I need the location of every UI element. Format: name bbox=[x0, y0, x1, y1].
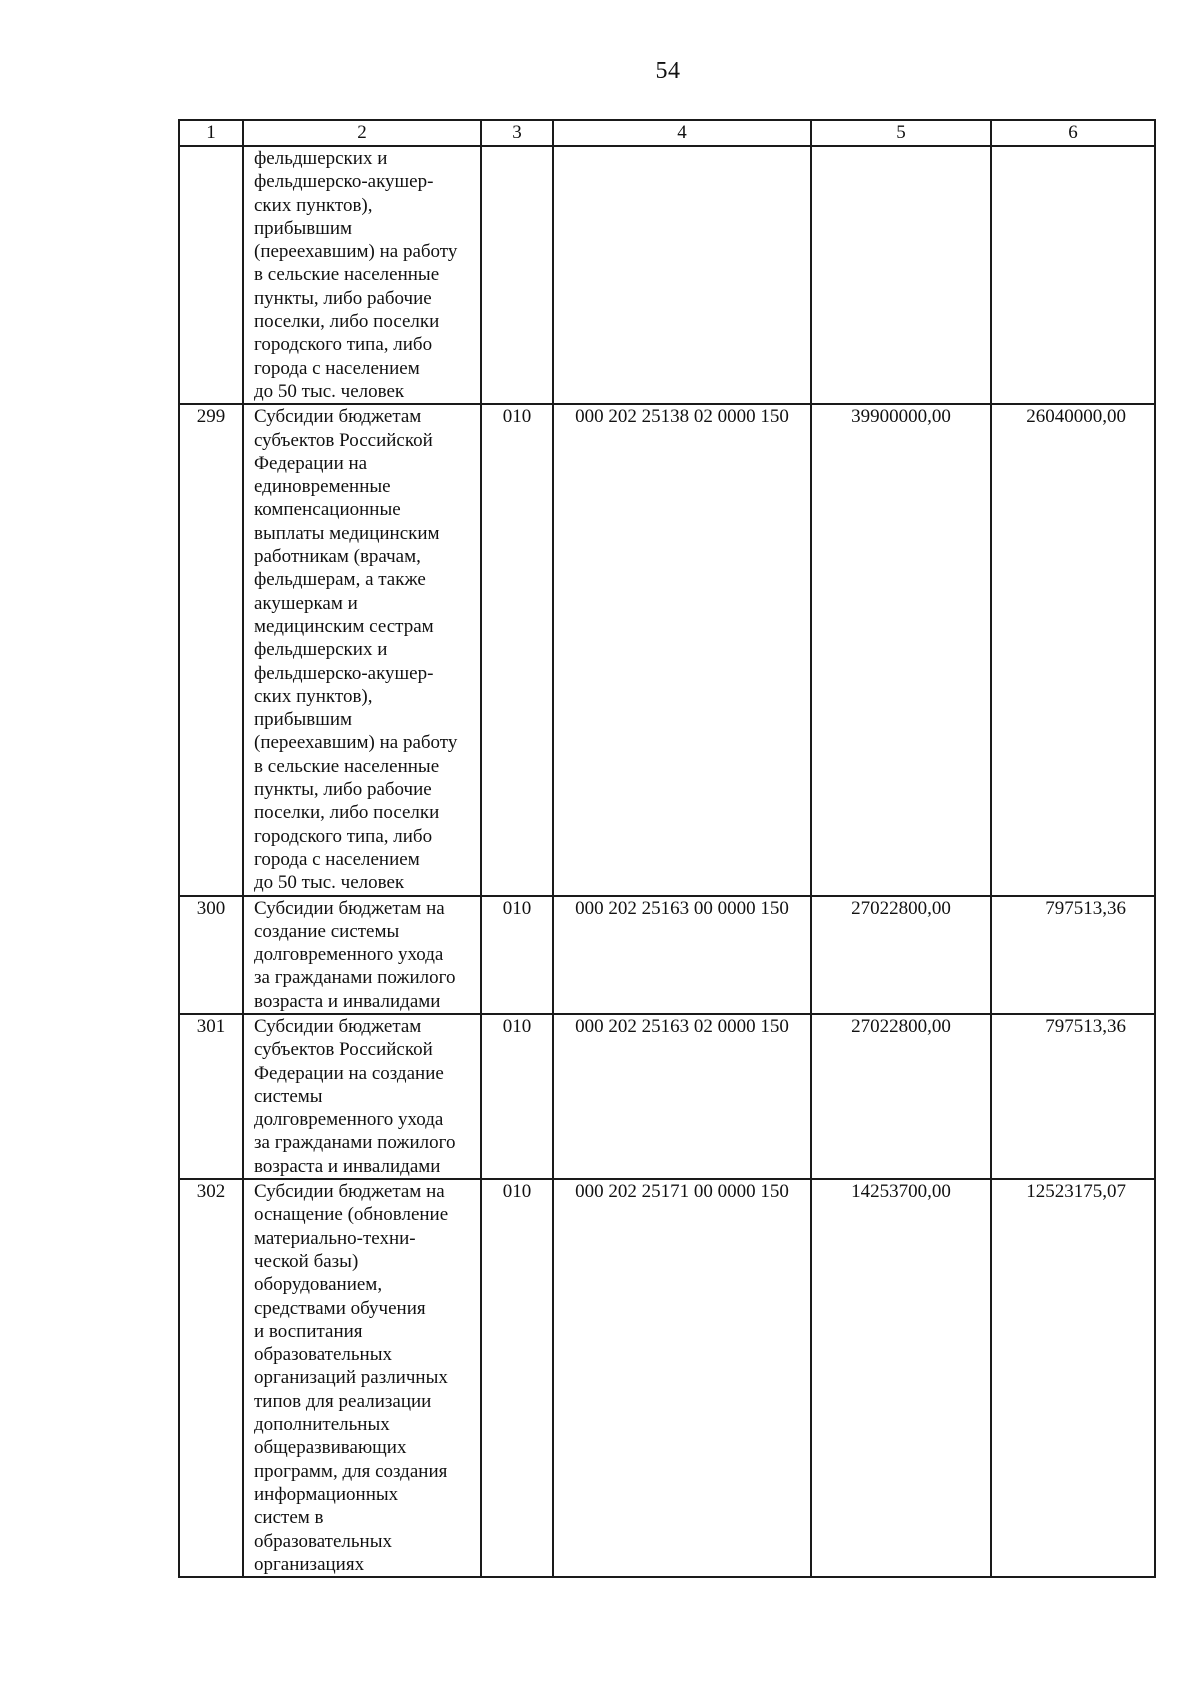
header-cell-4: 4 bbox=[553, 120, 811, 146]
row-budget-code: 000 202 25138 02 0000 150 bbox=[553, 404, 811, 895]
row-value-plan: 27022800,00 bbox=[811, 1014, 991, 1179]
row-number: 301 bbox=[179, 1014, 243, 1179]
row-name bbox=[243, 1014, 481, 1179]
row-name-line: акушеркам и bbox=[254, 592, 358, 614]
row-name-line: возраста и инвалидами bbox=[254, 1155, 441, 1177]
row-name-line: ских пунктов), bbox=[254, 685, 373, 707]
row-name-line: и воспитания bbox=[254, 1320, 363, 1342]
row-value-actual bbox=[991, 146, 1155, 404]
table-row bbox=[179, 896, 1155, 1014]
row-name-line: субъектов Российской bbox=[254, 1039, 433, 1061]
row-admin-code: 010 bbox=[481, 896, 553, 1014]
row-name-line: компенсационные bbox=[254, 499, 401, 521]
header-cell-3: 3 bbox=[481, 120, 553, 146]
row-number: 300 bbox=[179, 896, 243, 1014]
row-name-line: выплаты медицинским bbox=[254, 522, 440, 544]
row-name-line: городского типа, либо bbox=[254, 825, 433, 847]
row-admin-code: 010 bbox=[481, 1014, 553, 1179]
row-number: 302 bbox=[179, 1179, 243, 1577]
row-name-line: Федерации на создание bbox=[254, 1062, 444, 1084]
row-number bbox=[179, 146, 243, 404]
row-name-line: программ, для создания bbox=[254, 1460, 448, 1482]
budget-table bbox=[178, 119, 1156, 1578]
row-name-line: долговременного ухода bbox=[254, 1109, 444, 1131]
row-name-line: организаций различных bbox=[254, 1367, 448, 1389]
row-name-line: Субсидии бюджетам bbox=[254, 406, 422, 428]
row-name-line: пункты, либо рабочие bbox=[254, 287, 432, 309]
table-row bbox=[179, 146, 1155, 404]
header-cell-6: 6 bbox=[991, 120, 1155, 146]
row-name-line: поселки, либо поселки bbox=[254, 802, 440, 824]
row-name-line: организациях bbox=[254, 1553, 365, 1575]
row-name-line: медицинским сестрам bbox=[254, 615, 434, 637]
row-name-line: фельдшерско-акушер- bbox=[254, 171, 434, 193]
row-name-line: прибывшим bbox=[254, 217, 353, 239]
row-name-line: ских пунктов), bbox=[254, 194, 373, 216]
row-name-line: создание системы bbox=[254, 920, 400, 942]
row-name-line: Субсидии бюджетам на bbox=[254, 1181, 445, 1203]
row-name-line: единовременные bbox=[254, 476, 391, 498]
page-number: 54 bbox=[655, 58, 681, 84]
row-name-line: городского типа, либо bbox=[254, 334, 433, 356]
table-row bbox=[179, 1179, 1155, 1577]
row-name-line: оборудованием, bbox=[254, 1274, 383, 1296]
table-row bbox=[179, 1014, 1155, 1179]
row-value-actual: 797513,36 bbox=[991, 1014, 1155, 1179]
row-name-line: субъектов Российской bbox=[254, 429, 433, 451]
row-name-line: Субсидии бюджетам bbox=[254, 1015, 422, 1037]
row-name-line: пункты, либо рабочие bbox=[254, 779, 432, 801]
table-header-row bbox=[179, 120, 1155, 146]
row-name-line: поселки, либо поселки bbox=[254, 311, 440, 333]
row-name-line: (переехавшим) на работу bbox=[254, 732, 458, 754]
row-name-line: систем в bbox=[254, 1507, 324, 1529]
row-name-line: информационных bbox=[254, 1483, 399, 1505]
row-name-line: фельдшерских и bbox=[254, 148, 388, 169]
row-name-line: фельдшерско-акушер- bbox=[254, 662, 434, 684]
row-value-plan: 39900000,00 bbox=[811, 404, 991, 895]
row-admin-code: 010 bbox=[481, 404, 553, 895]
header-cell-1: 1 bbox=[179, 120, 243, 146]
row-name bbox=[243, 1179, 481, 1577]
row-name-line: города с населением bbox=[254, 357, 420, 379]
row-name-line: оснащение (обновление bbox=[254, 1204, 449, 1226]
row-budget-code: 000 202 25171 00 0000 150 bbox=[553, 1179, 811, 1577]
row-name-line: дополнительных bbox=[254, 1414, 390, 1436]
row-name bbox=[243, 404, 481, 895]
row-name-line: за гражданами пожилого bbox=[254, 967, 456, 989]
row-value-plan: 14253700,00 bbox=[811, 1179, 991, 1577]
row-number: 299 bbox=[179, 404, 243, 895]
row-name-line: в сельские населенные bbox=[254, 755, 440, 777]
header-cell-5: 5 bbox=[811, 120, 991, 146]
row-value-plan: 27022800,00 bbox=[811, 896, 991, 1014]
row-name bbox=[243, 896, 481, 1014]
row-name-line: долговременного ухода bbox=[254, 944, 444, 966]
row-name-line: общеразвивающих bbox=[254, 1437, 407, 1459]
row-name-line: Федерации на bbox=[254, 452, 368, 474]
row-name-line: города с населением bbox=[254, 848, 420, 870]
row-name-line: ческой базы) bbox=[254, 1250, 359, 1272]
row-value-actual: 12523175,07 bbox=[991, 1179, 1155, 1577]
row-name-line: прибывшим bbox=[254, 709, 353, 731]
row-name-line: возраста и инвалидами bbox=[254, 990, 441, 1012]
row-name-line: в сельские населенные bbox=[254, 264, 440, 286]
row-admin-code: 010 bbox=[481, 1179, 553, 1577]
row-admin-code bbox=[481, 146, 553, 404]
row-name-line: Субсидии бюджетам на bbox=[254, 897, 445, 919]
row-value-actual: 797513,36 bbox=[991, 896, 1155, 1014]
row-value-actual: 26040000,00 bbox=[991, 404, 1155, 895]
row-budget-code: 000 202 25163 00 0000 150 bbox=[553, 896, 811, 1014]
row-value-plan bbox=[811, 146, 991, 404]
row-name-line: за гражданами пожилого bbox=[254, 1132, 456, 1154]
row-name-line: до 50 тыс. человек bbox=[254, 380, 405, 402]
row-name-line: материально-техни- bbox=[254, 1227, 416, 1249]
row-name-line: системы bbox=[254, 1085, 323, 1107]
row-name-line: образовательных bbox=[254, 1344, 392, 1366]
table-row bbox=[179, 404, 1155, 895]
header-cell-2: 2 bbox=[243, 120, 481, 146]
row-name-line: фельдшерских и bbox=[254, 639, 388, 661]
row-name-line: до 50 тыс. человек bbox=[254, 872, 405, 894]
row-name-line: типов для реализации bbox=[254, 1390, 432, 1412]
row-name-line: средствами обучения bbox=[254, 1297, 426, 1319]
row-name bbox=[243, 146, 481, 404]
row-budget-code: 000 202 25163 02 0000 150 bbox=[553, 1014, 811, 1179]
row-name-line: работникам (врачам, bbox=[254, 546, 421, 568]
row-name-line: фельдшерам, а также bbox=[254, 569, 426, 591]
row-budget-code bbox=[553, 146, 811, 404]
row-name-line: образовательных bbox=[254, 1530, 392, 1552]
row-name-line: (переехавшим) на работу bbox=[254, 241, 458, 263]
